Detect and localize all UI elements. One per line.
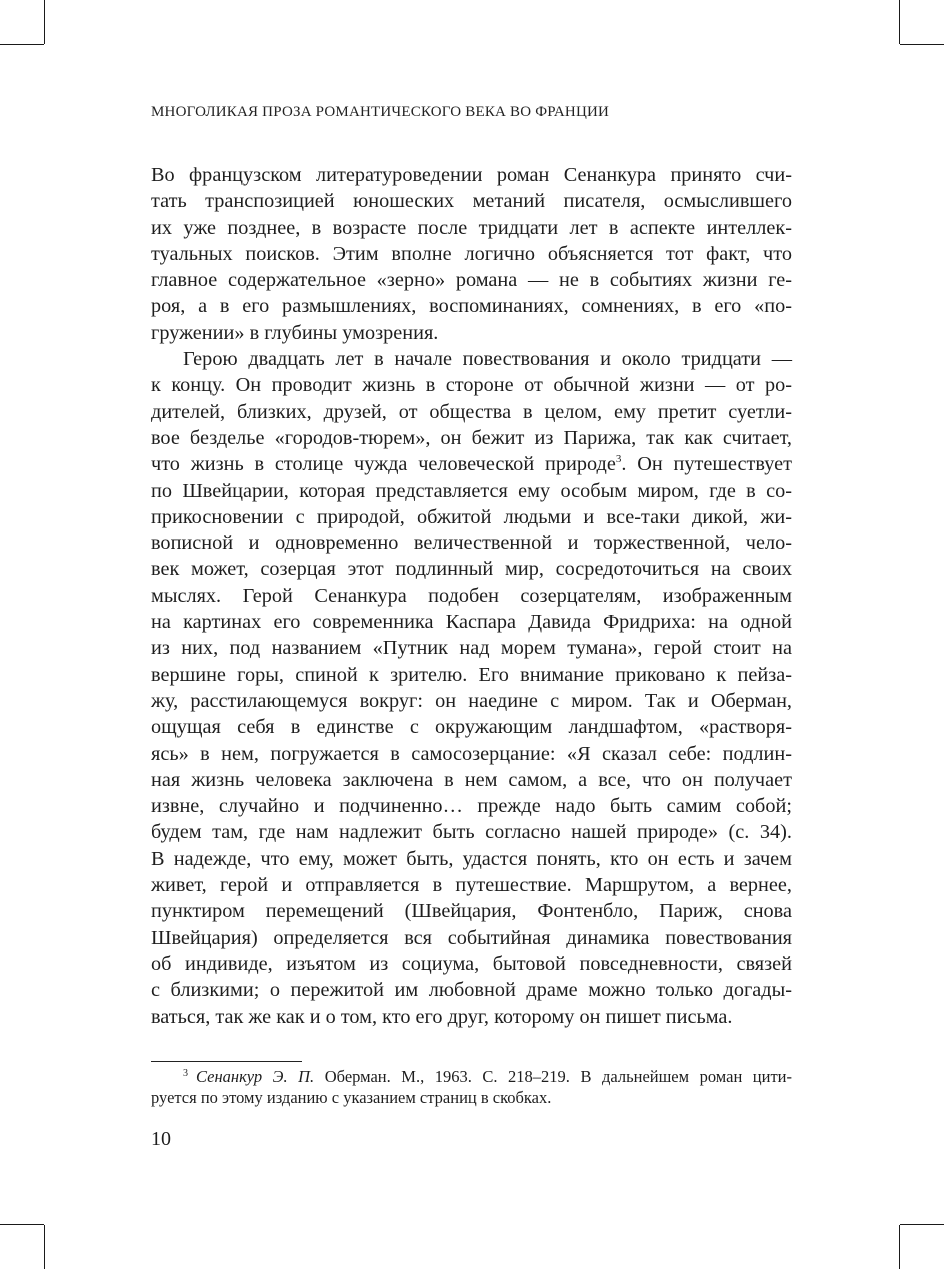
crop-mark xyxy=(899,1225,900,1269)
text-line: с близкими; о пережитой им любовной драме можно только догады- xyxy=(151,979,792,1002)
text-line: на картинах его современника Каспара Давида Фридриха: на одной xyxy=(151,611,792,634)
footnote-line-1-rest: Оберман. М., 1963. С. 218–219. В дальнейшем роман цити- xyxy=(314,1067,793,1086)
footnote xyxy=(151,1066,792,1108)
text-line: из них, под названием «Путник над морем тумана», герой стоит на xyxy=(151,637,792,660)
text-line: жу, расстилающемуся вокруг: он наедине с миром. Так и Оберман, xyxy=(151,689,792,712)
text-line: вое безделье «городов-тюрем», он бежит из Парижа, так как считает, xyxy=(151,426,792,449)
text-line: Швейцария) определяется вся событийная динамика повествования xyxy=(151,926,792,949)
text-line: гружении» в глубины умозрения. xyxy=(151,321,439,344)
footnote-line-2: руется по этому изданию с указанием страниц в скобках. xyxy=(151,1088,552,1107)
text-line: живет, герой и отправляется в путешествие. Маршрутом, а вернее, xyxy=(151,874,792,897)
text-line: пунктиром перемещений (Швейцария, Фонтенбло, Париж, снова xyxy=(151,900,792,923)
crop-mark xyxy=(44,1225,45,1269)
text-line: тать транспозицией юношеских метаний писателя, осмыслившего xyxy=(151,190,792,213)
text-line: прикосновении с природой, обжитой людьми и все-таки дикой, жи- xyxy=(151,505,792,528)
footnote-rule xyxy=(151,1061,302,1062)
crop-mark xyxy=(0,44,44,45)
footnote-reference[interactable]: 3 xyxy=(615,453,622,466)
running-head: МНОГОЛИКАЯ ПРОЗА РОМАНТИЧЕСКОГО ВЕКА ВО ФРАНЦИИ xyxy=(151,104,610,120)
text-line: Во французском литературоведении роман Сенанкура принято счи- xyxy=(151,164,792,186)
footnote-line-1 xyxy=(151,1066,792,1087)
text-line: мыслях. Герой Сенанкура подобен созерцателям, изображенным xyxy=(151,584,792,607)
text-line: В надежде, что ему, может быть, удастся понять, кто он есть и зачем xyxy=(151,847,792,870)
text-line: век может, созерцая этот подлинный мир, сосредоточиться на своих xyxy=(151,558,792,581)
text-line: по Швейцарии, которая представляется ему особым миром, где в со- xyxy=(151,479,792,502)
footnote-author: Сенанкур Э. П. xyxy=(196,1067,315,1086)
crop-mark xyxy=(899,0,900,44)
text-line-last: ваться, так же как и о том, кто его друг, которому он пишет письма. xyxy=(151,1005,733,1028)
text-line: ощущая себя в единстве с окружающим ландшафтом, «растворя- xyxy=(151,716,792,739)
text-line: главное содержательное «зерно» романа — не в событиях жизни ге- xyxy=(151,269,792,292)
text-line: ная жизнь человека заключена в нем самом, а все, что он получает xyxy=(151,768,792,791)
footnote-marker: 3 xyxy=(183,1067,188,1079)
text-line: ясь» в нем, погружается в самосозерцание: «Я сказал себе: подлин- xyxy=(151,742,792,765)
body-text xyxy=(151,162,792,1030)
text-line: Герою двадцать лет в начале повествования и около тридцати — xyxy=(183,348,792,371)
paragraph-2 xyxy=(151,346,792,1030)
crop-mark xyxy=(0,1224,44,1225)
text-line: дителей, близких, друзей, от общества в целом, ему претит суетли- xyxy=(151,400,792,423)
text-line: будем там, где нам надлежит быть согласно нашей природе» (с. 34). xyxy=(151,821,792,844)
text-line: извне, случайно и подчиненно… прежде надо быть самим собой; xyxy=(151,795,792,818)
crop-mark xyxy=(900,44,944,45)
text-line: вописной и одновременно величественной и торжественной, чело- xyxy=(151,532,792,555)
paragraph-2-lines-before xyxy=(151,346,792,451)
note-line-tail: . Он путешествует xyxy=(621,453,792,476)
text-line: их уже позднее, в возрасте после тридцати лет в аспекте интеллек- xyxy=(151,216,792,239)
paragraph-1 xyxy=(151,162,792,346)
crop-mark xyxy=(900,1224,944,1225)
text-line: к концу. Он проводит жизнь в стороне от обычной жизни — от ро- xyxy=(151,374,792,397)
text-line: вершине горы, спиной к зрителю. Его внимание приковано к пейза- xyxy=(151,663,792,686)
page-number: 10 xyxy=(151,1128,171,1150)
text-line: туальных поисков. Этим вполне логично объясняется тот факт, что xyxy=(151,242,792,265)
paragraph-2-lines-after xyxy=(151,478,792,1004)
text-line: об индивиде, изъятом из социума, бытовой повседневности, связей xyxy=(151,952,792,975)
text-line-with-note xyxy=(151,451,792,477)
crop-mark xyxy=(44,0,45,44)
text-line: роя, а в его размышлениях, воспоминаниях, сомнениях, в его «по- xyxy=(151,295,792,318)
note-line-text: что жизнь в столице чужда человеческой природе xyxy=(151,453,616,476)
